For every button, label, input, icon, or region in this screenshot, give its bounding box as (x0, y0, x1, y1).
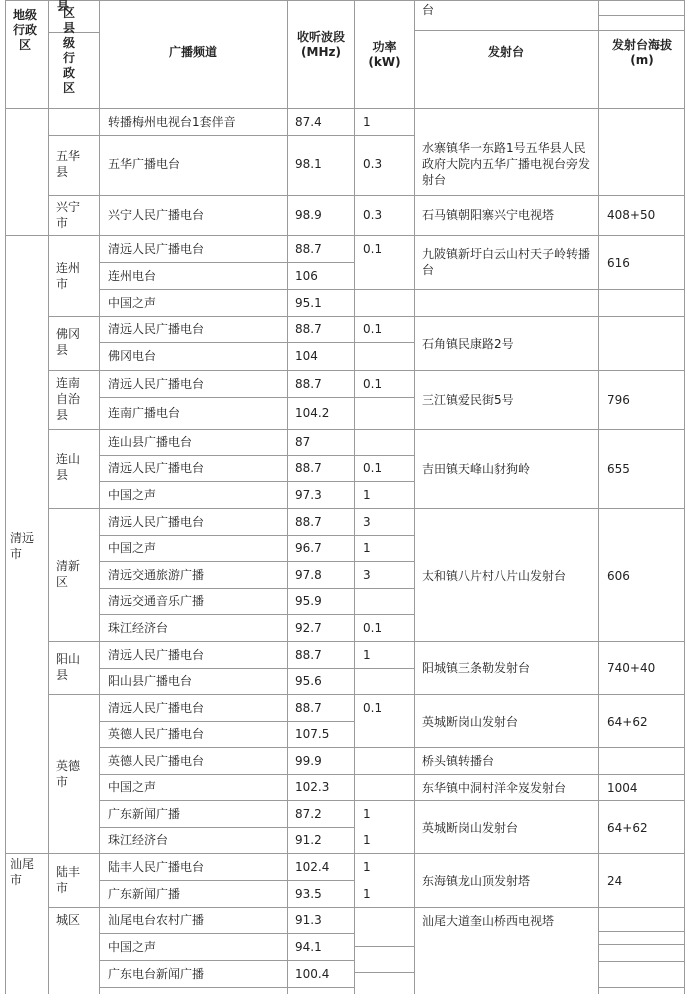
freq-cell: 104.2 (295, 406, 330, 420)
grid-line (99, 614, 415, 615)
channel-cell: 兴宁人民广播电台 (108, 208, 205, 222)
altitude-yangshan: 740+40 (607, 661, 656, 675)
grid-line (48, 135, 415, 136)
channel-cell: 清远人民广播电台 (108, 242, 205, 256)
county-chengqu: 城区 (56, 913, 81, 927)
grid-line (48, 0, 49, 994)
power-cell: 0.1 (363, 461, 383, 475)
county-qingxin: 清新区 (56, 559, 81, 589)
grid-line (5, 0, 685, 1)
grid-line (48, 694, 685, 695)
power-cell: 1 (363, 115, 371, 129)
county-lianzhou: 连州市 (56, 261, 81, 291)
channel-cell: 连州电台 (108, 269, 157, 283)
grid-line (99, 289, 685, 290)
grid-line (99, 397, 415, 398)
channel-cell: 清远人民广播电台 (108, 377, 205, 391)
freq-cell: 95.9 (295, 594, 322, 608)
freq-cell: 102.3 (295, 780, 330, 794)
county-yangshan: 阳山县 (56, 652, 81, 682)
grid-line (99, 933, 354, 934)
power-cell: 1 (363, 887, 371, 901)
altitude-yingde-3: 1004 (607, 781, 638, 795)
grid-line (5, 0, 6, 994)
power-cell: 3 (363, 515, 371, 529)
grid-line (99, 535, 415, 536)
transmitter-yangshan: 阳城镇三条勒发射台 (422, 661, 531, 675)
grid-line (598, 944, 685, 945)
power-cell: 0.1 (363, 322, 383, 336)
grid-line (354, 946, 415, 947)
grid-line (598, 961, 685, 962)
header-transmitter-fragment: 台 (422, 3, 435, 17)
channel-cell: 佛冈电台 (108, 349, 157, 363)
channel-cell: 英德人民广播电台 (108, 754, 205, 768)
altitude-yingde-1: 64+62 (607, 715, 648, 729)
grid-line (99, 987, 354, 988)
power-cell: 1 (363, 488, 371, 502)
county-liannan: 连南自治县 (56, 376, 81, 422)
altitude-lianshan: 655 (607, 462, 630, 476)
power-cell: 1 (363, 860, 371, 874)
grid-line (48, 370, 685, 371)
grid-line (48, 195, 685, 196)
transmitter-yingde-3: 东华镇中洞村洋伞岌发射台 (422, 781, 567, 795)
grid-line (99, 262, 354, 263)
grid-line (414, 30, 685, 31)
channel-cell: 广东新闻广播 (108, 887, 181, 901)
freq-cell: 87.4 (295, 115, 322, 129)
altitude-liannan: 796 (607, 393, 630, 407)
freq-cell: 88.7 (295, 377, 322, 391)
freq-cell: 95.6 (295, 674, 322, 688)
header-power: 功率(kW) (368, 40, 401, 69)
grid-line (414, 0, 415, 994)
altitude-qingxin: 606 (607, 569, 630, 583)
freq-cell: 88.7 (295, 701, 322, 715)
grid-line (99, 668, 415, 669)
grid-line (48, 907, 685, 908)
freq-cell: 87 (295, 435, 311, 449)
grid-line (354, 972, 415, 973)
channel-cell: 陆丰人民广播电台 (108, 860, 205, 874)
freq-cell: 87.2 (295, 807, 322, 821)
channel-cell: 珠江经济台 (108, 621, 169, 635)
county-fogang: 佛冈县 (56, 327, 81, 357)
grid-line (598, 0, 599, 994)
transmitter-liannan: 三江镇爱民街5号 (422, 393, 514, 407)
altitude-xingning: 408+50 (607, 208, 656, 222)
transmitter-wuhua: 水寨镇华一东路1号五华县人民政府大院内五华广播电视台旁发射台 (422, 141, 591, 187)
channel-cell: 中国之声 (108, 488, 157, 502)
channel-cell: 清远人民广播电台 (108, 322, 205, 336)
grid-line (48, 641, 685, 642)
grid-line (99, 561, 415, 562)
grid-line (684, 0, 685, 994)
channel-cell: 中国之声 (108, 780, 157, 794)
channel-cell: 珠江经济台 (108, 833, 169, 847)
grid-line (354, 0, 355, 994)
transmitter-xingning: 石马镇朝阳寨兴宁电视塔 (422, 208, 555, 222)
freq-cell: 91.3 (295, 913, 322, 927)
transmitter-qingxin: 太和镇八片村八片山发射台 (422, 569, 567, 583)
freq-cell: 98.9 (295, 208, 322, 222)
grid-line (5, 108, 685, 109)
channel-cell: 清远人民广播电台 (108, 648, 205, 662)
grid-line (598, 15, 685, 16)
grid-line (5, 235, 685, 236)
header-county: 区县级行政区 (62, 6, 75, 95)
channel-cell: 转播梅州电视台1套伴音 (108, 115, 236, 129)
freq-cell: 88.7 (295, 461, 322, 475)
altitude-yingde-4: 64+62 (607, 821, 648, 835)
county-xingning: 兴宁市 (56, 200, 81, 230)
channel-cell: 广东电台新闻广播 (108, 967, 205, 981)
power-cell: 1 (363, 648, 371, 662)
power-cell: 0.3 (363, 208, 383, 222)
power-cell: 1 (363, 541, 371, 555)
county-wuhua: 五华县 (56, 149, 81, 179)
grid-line (48, 429, 685, 430)
header-freq: 收听波段(MHz) (296, 30, 345, 59)
grid-line (99, 800, 685, 801)
header-altitude: 发射台海拔(m) (611, 38, 672, 67)
channel-cell: 清远交通旅游广播 (108, 568, 205, 582)
freq-cell: 107.5 (295, 727, 330, 741)
grid-line (99, 481, 415, 482)
channel-cell: 清远人民广播电台 (108, 701, 205, 715)
channel-cell: 英德人民广播电台 (108, 727, 205, 741)
grid-line (99, 774, 685, 775)
header-county-fragment: 县 (56, 0, 69, 12)
freq-cell: 98.1 (295, 157, 322, 171)
freq-cell: 88.7 (295, 648, 322, 662)
freq-cell: 88.7 (295, 322, 322, 336)
grid-line (48, 316, 685, 317)
power-cell: 0.1 (363, 242, 383, 256)
county-lufeng: 陆丰市 (56, 865, 81, 895)
channel-cell: 中国之声 (108, 940, 157, 954)
altitude-lianzhou: 616 (607, 256, 630, 270)
power-cell: 1 (363, 833, 371, 847)
grid-line (99, 455, 415, 456)
transmitter-yingde-4: 英城断岗山发射台 (422, 821, 519, 835)
grid-line (99, 960, 354, 961)
channel-cell: 中国之声 (108, 296, 157, 310)
region-qingyuan: 清远市 (10, 531, 35, 561)
power-cell: 0.1 (363, 377, 383, 391)
power-cell: 1 (363, 807, 371, 821)
freq-cell: 95.1 (295, 296, 322, 310)
county-lianshan: 连山县 (56, 452, 81, 482)
transmitter-lufeng: 东海镇龙山顶发射塔 (422, 874, 531, 888)
transmitter-yingde-1: 英城断岗山发射台 (422, 715, 519, 729)
grid-line (99, 588, 415, 589)
power-cell: 0.3 (363, 157, 383, 171)
channel-cell: 清远交通音乐广播 (108, 594, 205, 608)
grid-line (598, 931, 685, 932)
grid-line (99, 880, 354, 881)
power-cell: 0.1 (363, 701, 383, 715)
freq-cell: 96.7 (295, 541, 322, 555)
channel-cell: 五华广播电台 (108, 157, 181, 171)
grid-line (99, 721, 354, 722)
header-region: 地级行政区 (12, 8, 37, 52)
transmitter-lianshan: 吉田镇天峰山豺狗岭 (422, 462, 531, 476)
channel-cell: 连南广播电台 (108, 406, 181, 420)
grid-line (287, 0, 288, 994)
freq-cell: 99.9 (295, 754, 322, 768)
freq-cell: 106 (295, 269, 318, 283)
transmitter-fogang: 石角镇民康路2号 (422, 337, 514, 351)
county-yingde: 英德市 (56, 759, 81, 789)
header-channel: 广播频道 (168, 45, 217, 59)
transmitter-yingde-2: 桥头镇转播台 (422, 754, 495, 768)
freq-cell: 94.1 (295, 940, 322, 954)
freq-cell: 88.7 (295, 515, 322, 529)
freq-cell: 102.4 (295, 860, 330, 874)
transmitter-chengqu: 汕尾大道奎山桥西电视塔 (422, 914, 555, 928)
channel-cell: 中国之声 (108, 541, 157, 555)
channel-cell: 清远人民广播电台 (108, 461, 205, 475)
power-cell: 3 (363, 568, 371, 582)
region-shanwei: 汕尾市 (10, 857, 35, 887)
freq-cell: 100.4 (295, 967, 330, 981)
freq-cell: 104 (295, 349, 318, 363)
channel-cell: 阳山县广播电台 (108, 674, 193, 688)
grid-line (99, 827, 354, 828)
channel-cell: 清远人民广播电台 (108, 515, 205, 529)
grid-line (99, 342, 415, 343)
freq-cell: 97.3 (295, 488, 322, 502)
channel-cell: 广东新闻广播 (108, 807, 181, 821)
freq-cell: 93.5 (295, 887, 322, 901)
channel-cell: 连山县广播电台 (108, 435, 193, 449)
freq-cell: 88.7 (295, 242, 322, 256)
freq-cell: 97.8 (295, 568, 322, 582)
freq-cell: 91.2 (295, 833, 322, 847)
grid-line (598, 987, 685, 988)
freq-cell: 92.7 (295, 621, 322, 635)
grid-line (99, 0, 100, 994)
grid-line (48, 508, 685, 509)
grid-line (5, 853, 685, 854)
grid-line (99, 747, 685, 748)
power-cell: 0.1 (363, 621, 383, 635)
channel-cell: 汕尾电台农村广播 (108, 913, 205, 927)
altitude-lufeng: 24 (607, 874, 623, 888)
transmitter-lianzhou: 九陂镇新圩白云山村天子岭转播台 (422, 247, 591, 277)
header-transmitter: 发射台 (487, 45, 524, 59)
